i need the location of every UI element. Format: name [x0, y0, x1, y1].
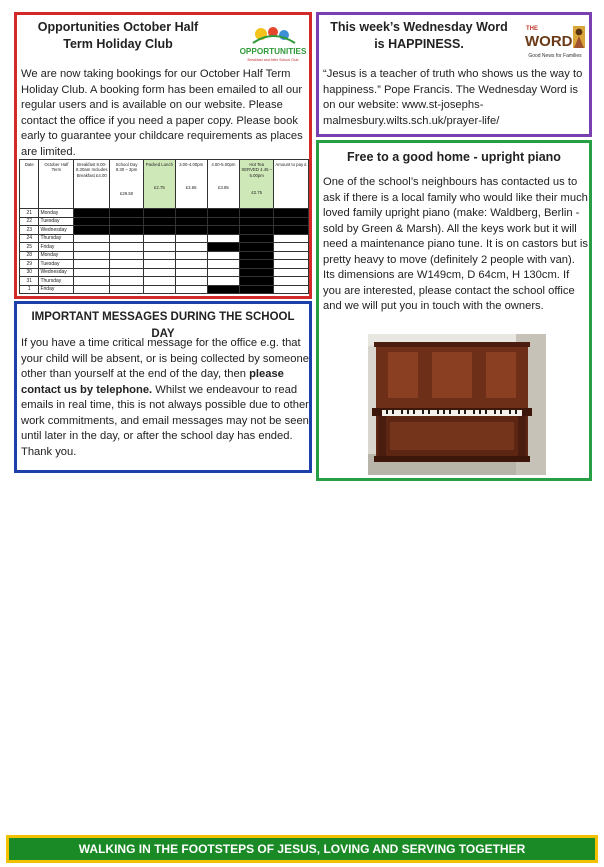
table-row: 24 Thursday	[20, 234, 309, 243]
table-row: 30 Wednesday	[20, 268, 309, 277]
important-messages-title: IMPORTANT MESSAGES DURING THE SCHOOL DAY	[31, 311, 295, 340]
footer-motto-banner: WALKING IN THE FOOTSTEPS OF JESUS, LOVING AND SERVING TOGETHER	[6, 835, 598, 863]
table-header-row	[20, 160, 309, 209]
booking-table	[19, 159, 309, 294]
important-messages-panel	[14, 301, 312, 473]
wednesday-word-title: This week’s Wednesday Word is HAPPINESS.	[330, 20, 508, 51]
svg-text:OPPORTUNITIES: OPPORTUNITIES	[239, 47, 307, 56]
table-row: 31 Thursday	[20, 277, 309, 286]
table-row: 25 Friday	[20, 243, 309, 252]
opportunities-panel	[14, 12, 312, 299]
table-header-cell: Packed Lunch £2.75	[143, 160, 175, 209]
table-row: 1 Friday	[20, 285, 309, 294]
telephone-emphasis: please contact us by telephone.	[21, 368, 284, 396]
table-row: 23 Wednesday	[20, 226, 309, 235]
svg-text:Good News for Families: Good News for Families	[528, 53, 582, 59]
wednesday-word-panel	[316, 12, 592, 137]
important-messages-text: If you have a time critical message for the office e.g. that your child will be absent, or is being collected by someone other than yourself at the end of the day, then please contact us by telephone. Whilst we endeavour to read emails in real time, this is not always possible due to other work commitments, and email messages may not be seen until later in the day, or after the school day has ended. Thank you.	[21, 337, 309, 458]
wednesday-word-text: “Jesus is a teacher of truth who shows us the way to happiness.” Pope Francis. The Wednesday Word is on our website: www.st-josephs-malmesbury.wilts.sch.uk/prayer-life/	[323, 68, 583, 127]
piano-text: One of the school’s neighbours has contacted us to ask if there is a local family who would like their much loved family upright piano (make: Waldberg, Berlin - sold by Green & Marsh). All the keys work but it will need a maintenance piano tune. It is on castors but is pretty heavy to move (definitely 2 people with van). Its dimensions are W149cm, D 64cm, H 130cm. If you are interested, please contact the school office and we will put you in touch with the owners.	[323, 176, 588, 312]
table-header-cell: Amount to pay £	[274, 160, 309, 209]
opportunities-title: Opportunities October Half Term Holiday Club	[37, 20, 199, 51]
table-header-cell: School Day 8.30 – 3pm £29.50	[110, 160, 144, 209]
piano-title: Free to a good home - upright piano	[347, 150, 561, 164]
table-header-cell: Hot Tea SERVED 4.45 – 5.00pm £2.75	[240, 160, 274, 209]
table-header-cell: Date	[20, 160, 39, 209]
opportunities-text: We are now taking bookings for our October Half Term Holiday Club. A booking form has been emailed to all our regular users and is available on our website. Please contact the office if you need a paper copy. Please book early to guarantee your childcare requirements as places are limited.	[21, 68, 303, 158]
table-header-cell: 3.00-4.00pm £3.65	[175, 160, 207, 209]
svg-text:WORD: WORD	[525, 33, 573, 50]
piano-photo	[368, 334, 546, 475]
table-row: 28 Monday	[20, 251, 309, 260]
table-row: 21 Monday	[20, 209, 309, 218]
opportunities-logo	[239, 25, 307, 65]
svg-text:THE: THE	[526, 26, 538, 32]
table-header-cell: Breakfast 8.00-8.30am Includes Breakfast £4.00	[74, 160, 110, 209]
the-word-logo	[523, 20, 587, 64]
piano-panel	[316, 140, 592, 481]
table-row: 29 Tuesday	[20, 260, 309, 269]
svg-text:Breakfast and After School Clu: Breakfast and After School Club	[247, 58, 299, 62]
table-header-cell: 4.00-5.00pm £3.85	[207, 160, 240, 209]
table-header-cell: October Half Term	[39, 160, 74, 209]
table-row: 22 Tuesday	[20, 217, 309, 226]
